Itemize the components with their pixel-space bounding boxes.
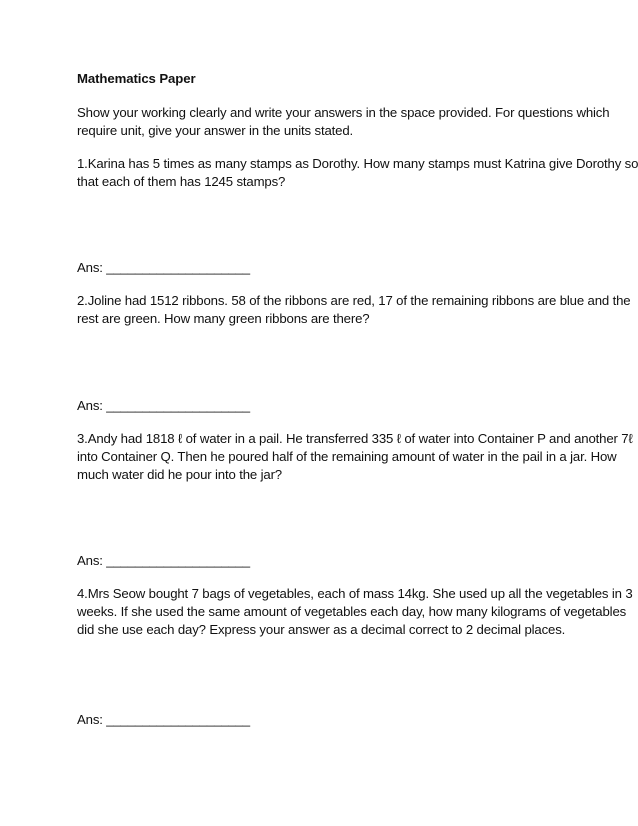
question-2-line-1: 2.Joline had 1512 ribbons. 58 of the ribbons are red, 17 of the remaining ribbons are blue and the	[77, 293, 631, 308]
question-1-line-1: 1.Karina has 5 times as many stamps as Dorothy. How many stamps must Katrina give Dorothy so	[77, 156, 638, 171]
question-3-line-1: 3.Andy had 1818 ℓ of water in a pail. He transferred 335 ℓ of water into Container P and another 7ℓ	[77, 431, 633, 446]
instructions-line-1: Show your working clearly and write your answers in the space provided. For questions which	[77, 105, 610, 120]
question-3-answer-line: Ans: ____________________	[77, 553, 250, 568]
question-1-answer-line: Ans: ____________________	[77, 260, 250, 275]
question-1-line-2: that each of them has 1245 stamps?	[77, 174, 286, 189]
question-3-line-3: much water did he pour into the jar?	[77, 467, 282, 482]
question-3-line-2: into Container Q. Then he poured half of the remaining amount of water in the pail in a jar. How	[77, 449, 617, 464]
question-4-line-1: 4.Mrs Seow bought 7 bags of vegetables, each of mass 14kg. She used up all the vegetables in 3	[77, 586, 633, 601]
question-2-answer-line: Ans: ____________________	[77, 398, 250, 413]
instructions-line-2: require unit, give your answer in the units stated.	[77, 123, 354, 138]
question-4-line-2: weeks. If she used the same amount of vegetables each day, how many kilograms of vegetables	[77, 604, 627, 619]
question-4-line-3: did she use each day? Express your answer as a decimal correct to 2 decimal places.	[77, 622, 566, 637]
page-title: Mathematics Paper	[77, 71, 196, 86]
question-4-answer-line: Ans: ____________________	[77, 712, 250, 727]
question-2-line-2: rest are green. How many green ribbons are there?	[77, 311, 370, 326]
